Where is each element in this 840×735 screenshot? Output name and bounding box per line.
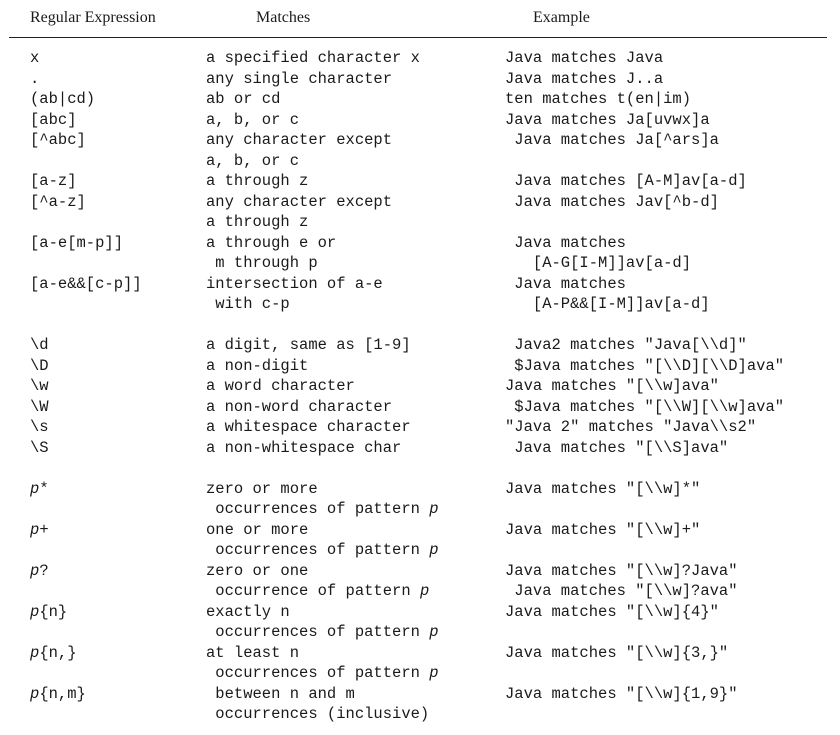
table-row <box>0 643 840 663</box>
table-row <box>0 438 840 458</box>
regex-cell: [a-e&&[c-p]] <box>30 274 142 293</box>
regex-cell: (ab|cd) <box>30 90 96 108</box>
matches-cell: a, b, or c <box>206 151 300 170</box>
matches-cell: a, b, or c <box>206 110 300 129</box>
quantifier: {n,m} <box>39 684 86 703</box>
example-cell: Java matches "[\\w]ava" <box>505 377 719 395</box>
table-row <box>0 171 840 191</box>
header-divider <box>9 37 827 38</box>
table-row <box>0 69 840 89</box>
matches-cell: any character except <box>206 192 393 211</box>
table-row <box>0 581 840 601</box>
quantifier: * <box>39 479 49 498</box>
matches-cell: at least n <box>206 643 300 662</box>
example-cell: Java matches "[\\w]{3,}" <box>505 643 729 662</box>
table-row <box>0 253 840 273</box>
regex-cell: [^abc] <box>30 131 86 149</box>
regex-cell <box>30 684 86 704</box>
table-row <box>0 110 840 130</box>
table-row <box>0 274 840 294</box>
table-row <box>0 376 840 396</box>
quantifier: + <box>39 520 49 539</box>
table-row <box>0 684 840 704</box>
example-cell: Java matches Jav[^b-d] <box>505 192 719 211</box>
table-row <box>0 356 840 376</box>
regex-cell: [a-z] <box>30 172 77 190</box>
matches-cell: occurrences of pattern p <box>206 500 439 518</box>
matches-cell: between n and m <box>206 684 355 703</box>
regex-cell <box>30 479 49 499</box>
table-row <box>0 212 840 232</box>
header-example: Example <box>533 9 590 26</box>
table-row <box>0 602 840 622</box>
table-row <box>0 561 840 581</box>
matches-cell: a digit, same as [1-9] <box>206 336 411 354</box>
example-cell: ten matches t(en|im) <box>505 90 692 108</box>
quantifier: ? <box>39 561 49 580</box>
table-row <box>0 520 840 540</box>
quantifier: {n} <box>39 602 68 621</box>
header-regular-expression: Regular Expression <box>30 9 156 26</box>
matches-cell: a whitespace character <box>206 418 411 436</box>
example-cell: Java matches "[\\w]?ava" <box>505 582 738 600</box>
matches-cell: a specified character x <box>206 49 420 67</box>
matches-cell: occurrences of pattern p <box>206 623 439 641</box>
example-cell: Java matches J..a <box>505 69 664 88</box>
table-row <box>0 540 840 560</box>
matches-cell: with c-p <box>206 295 290 313</box>
matches-cell: occurrences of pattern p <box>206 541 439 559</box>
pattern-var: p <box>429 541 439 559</box>
matches-cell: a through e or <box>206 233 337 252</box>
example-cell: [A-G[I-M]]av[a-d] <box>505 254 692 272</box>
example-cell: Java matches "[\\w]{1,9}" <box>505 684 738 703</box>
table-row <box>0 233 840 253</box>
regex-cell: \w <box>30 377 49 395</box>
pattern-var: p <box>30 520 40 539</box>
pattern-var: p <box>419 582 430 600</box>
example-cell: Java matches "[\\w]*" <box>505 479 701 498</box>
matches-cell: zero or one <box>206 561 309 580</box>
pattern-var: p <box>429 664 439 682</box>
regex-cell: [a-e[m-p]] <box>30 233 124 252</box>
regex-cell: \D <box>30 356 49 375</box>
regex-cell <box>30 643 77 663</box>
table-row <box>0 663 840 683</box>
matches-cell: a non-digit <box>206 356 309 375</box>
table-row <box>0 499 840 519</box>
matches-cell: any single character <box>206 69 393 88</box>
pattern-var: p <box>30 602 40 621</box>
pattern-var: p <box>429 500 439 518</box>
table-row <box>0 622 840 642</box>
regex-cell <box>30 602 67 622</box>
matches-cell: a through z <box>206 172 309 190</box>
example-cell: "Java 2" matches "Java\\s2" <box>505 418 757 436</box>
pattern-var: p <box>429 623 439 641</box>
matches-cell: m through p <box>206 254 318 272</box>
matches-cell: exactly n <box>206 602 290 621</box>
matches-cell: intersection of a-e <box>206 274 383 293</box>
regex-cell <box>30 561 49 581</box>
table-row <box>0 151 840 171</box>
example-cell: Java matches "[\\w]{4}" <box>505 602 719 621</box>
matches-cell: zero or more <box>206 479 318 498</box>
regex-cell: x <box>30 49 40 67</box>
table-row <box>0 89 840 109</box>
example-cell: Java matches "[\\S]ava" <box>505 438 729 457</box>
example-cell: Java matches "[\\w]+" <box>505 520 701 539</box>
regex-cell: [abc] <box>30 110 77 129</box>
regex-cell: \S <box>30 438 49 457</box>
matches-cell: a non-word character <box>206 397 393 416</box>
matches-cell: any character except <box>206 131 393 149</box>
regex-cell: . <box>30 69 40 88</box>
regex-cell: \W <box>30 397 49 416</box>
example-cell: $Java matches "[\\D][\\D]ava" <box>505 356 785 375</box>
quantifier: {n,} <box>39 643 77 662</box>
example-cell: Java matches Java <box>505 49 664 67</box>
table-row <box>0 294 840 314</box>
example-cell: $Java matches "[\\W][\\w]ava" <box>505 397 785 416</box>
pattern-var: p <box>30 561 40 580</box>
matches-cell: occurrence of pattern p <box>206 582 430 600</box>
regex-cell: \d <box>30 336 49 354</box>
example-cell: Java matches "[\\w]?Java" <box>505 561 738 580</box>
matches-cell: occurrences (inclusive) <box>206 705 430 723</box>
pattern-var: p <box>30 684 40 703</box>
table-row <box>0 335 840 355</box>
regex-cell: [^a-z] <box>30 192 86 211</box>
table-row <box>0 417 840 437</box>
table-row <box>0 704 840 724</box>
matches-cell: a word character <box>206 377 355 395</box>
example-cell: Java2 matches "Java[\\d]" <box>505 336 747 354</box>
example-cell: Java matches Ja[^ars]a <box>505 131 719 149</box>
header-matches: Matches <box>256 9 311 26</box>
table-row <box>0 479 840 499</box>
matches-cell: a non-whitespace char <box>206 438 402 457</box>
table-row <box>0 130 840 150</box>
pattern-var: p <box>30 643 40 662</box>
example-cell: Java matches Ja[uvwx]a <box>505 110 710 129</box>
example-cell: Java matches <box>505 274 626 293</box>
matches-cell: a through z <box>206 213 309 231</box>
table-row <box>0 192 840 212</box>
table-row <box>0 48 840 68</box>
example-cell: Java matches <box>505 233 626 252</box>
matches-cell: one or more <box>206 520 309 539</box>
regex-cell <box>30 520 49 540</box>
pattern-var: p <box>30 479 40 498</box>
regex-cell: \s <box>30 418 49 436</box>
matches-cell: occurrences of pattern p <box>206 664 439 682</box>
table-row <box>0 397 840 417</box>
example-cell: [A-P&&[I-M]]av[a-d] <box>505 295 710 313</box>
example-cell: Java matches [A-M]av[a-d] <box>505 172 747 190</box>
matches-cell: ab or cd <box>206 90 281 108</box>
